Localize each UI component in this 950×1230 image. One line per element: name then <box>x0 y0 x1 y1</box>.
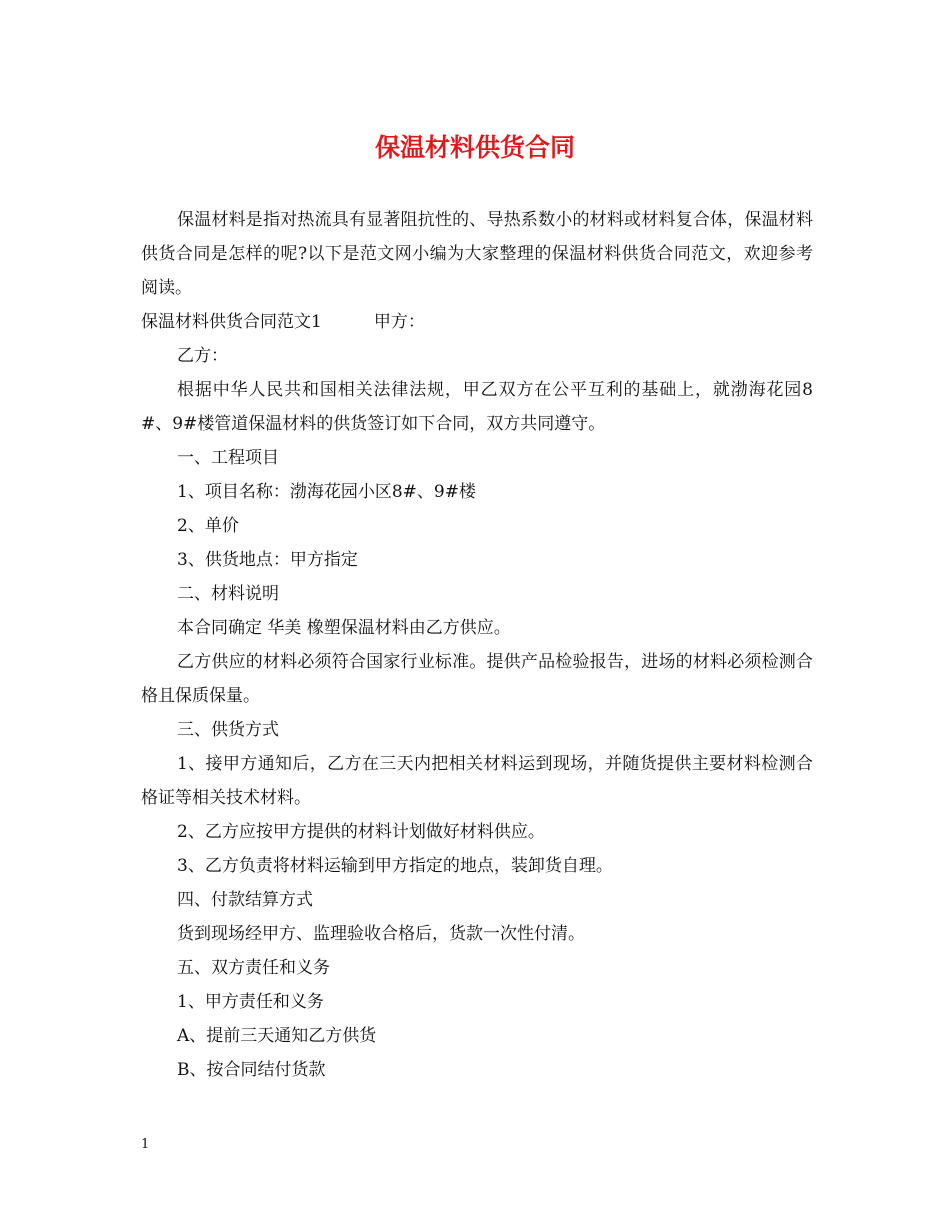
contract-sample-label: 保温材料供货合同范文1 <box>141 312 322 332</box>
clause-item: 3、乙方负责将材料运输到甲方指定的地点，装卸货自理。 <box>177 856 613 876</box>
party-b-label: 乙方： <box>177 346 228 366</box>
section-heading: 五、双方责任和义务 <box>177 958 330 978</box>
section-heading: 三、供货方式 <box>177 720 279 740</box>
section-heading: 一、工程项目 <box>177 448 279 468</box>
document-body <box>141 203 813 1087</box>
section-heading: 四、付款结算方式 <box>177 890 313 910</box>
clause-item: B、按合同结付货款 <box>177 1060 326 1080</box>
clause-item: 本合同确定 华美 橡塑保温材料由乙方供应。 <box>177 618 511 638</box>
clause-item: 2、单价 <box>177 516 239 536</box>
page-number: 1 <box>141 1137 150 1152</box>
party-a-label: 甲方： <box>373 312 425 332</box>
document-title: 保温材料供货合同 <box>374 133 575 162</box>
intro-paragraph: 保温材料是指对热流具有显著阻抗性的、导热系数小的材料或材料复合体，保温材料供货合同是怎样的呢?以下是范文网小编为大家整理的保温材料供货合同范文，欢迎参考阅读。 <box>141 210 813 298</box>
section-heading: 二、材料说明 <box>177 584 279 604</box>
preamble-paragraph: 根据中华人民共和国相关法律法规，甲乙双方在公平互利的基础上，就渤海花园8#、9#楼管道保温材料的供货签订如下合同，双方共同遵守。 <box>141 380 813 434</box>
contract-heading-line <box>141 305 813 339</box>
clause-item: 1、接甲方通知后，乙方在三天内把相关材料运到现场，并随货提供主要材料检测合格证等相关技术材料。 <box>141 754 813 808</box>
clause-item: A、提前三天通知乙方供货 <box>177 1026 377 1046</box>
clause-item: 1、甲方责任和义务 <box>177 992 324 1012</box>
clause-item: 3、供货地点：甲方指定 <box>177 550 358 570</box>
clause-item: 乙方供应的材料必须符合国家行业标准。提供产品检验报告，进场的材料必须检测合格且保质保量。 <box>141 652 813 706</box>
clause-item: 货到现场经甲方、监理验收合格后，货款一次性付清。 <box>177 924 585 944</box>
clause-item: 1、项目名称：渤海花园小区8#、9#楼 <box>177 482 476 502</box>
clause-item: 2、乙方应按甲方提供的材料计划做好材料供应。 <box>177 822 545 842</box>
